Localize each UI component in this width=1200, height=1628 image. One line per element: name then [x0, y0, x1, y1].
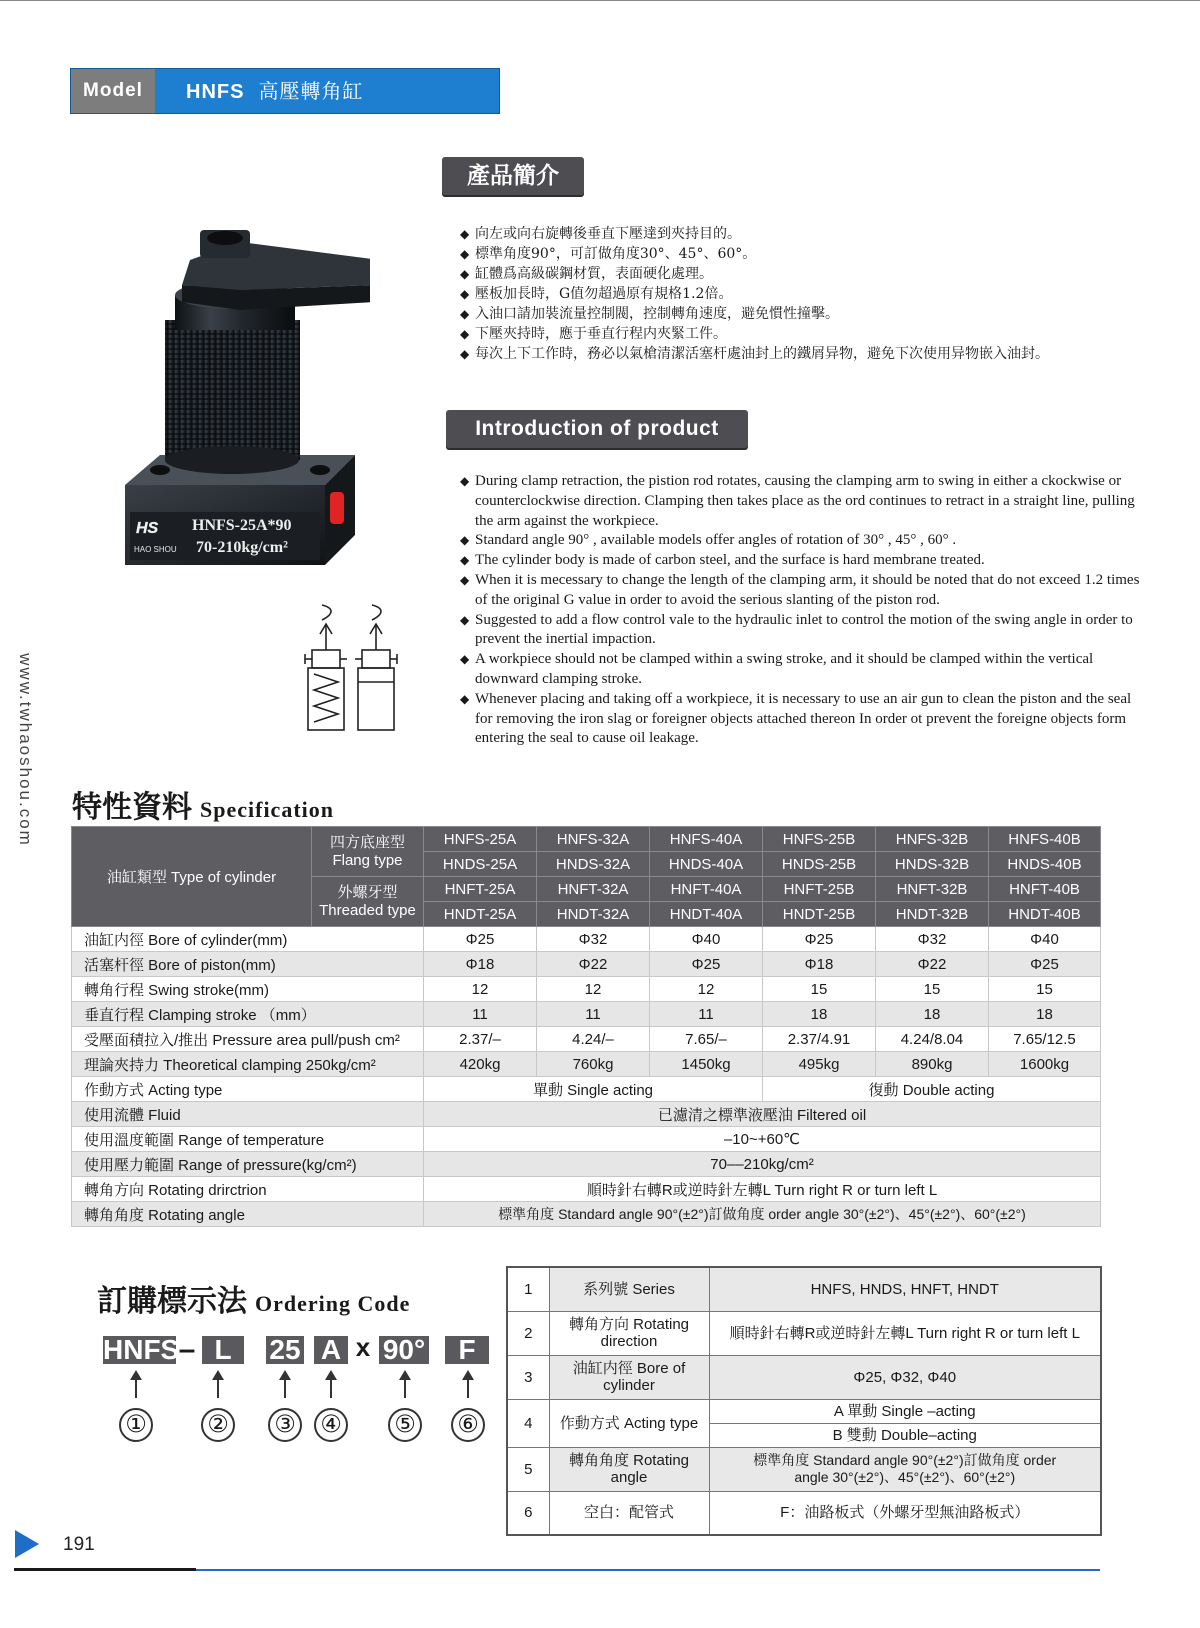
- model-cell: HNDS-25B: [763, 852, 876, 877]
- spec-cell: Φ18: [424, 952, 537, 977]
- spec-row: [72, 1177, 1101, 1202]
- spec-cell: Φ25: [424, 927, 537, 952]
- ordering-row-number: 3: [507, 1355, 549, 1399]
- ordering-row-label: 油缸内徑 Bore of cylinder: [549, 1355, 709, 1399]
- model-cell: HNFS-40B: [989, 827, 1101, 852]
- intro-en-bullet: ◆ Standard angle 90° , available models offer angles of rotation of 30° , 45° , 60° .: [460, 531, 1140, 551]
- spec-row-label: 使用流體 Fluid: [72, 1102, 424, 1127]
- spec-row: [72, 952, 1101, 977]
- ordering-row-label: 轉角方向 Rotating direction: [549, 1311, 709, 1355]
- code-number: ⑤: [388, 1408, 422, 1442]
- spec-row: [72, 1027, 1101, 1052]
- code-number: ⑥: [451, 1408, 485, 1442]
- ordering-row-value: B 雙動 Double–acting: [709, 1423, 1101, 1447]
- intro-en-bullet: ◆ Whenever placing and taking off a workpiece, it is necessary to use an air gun to clean the piston and the seal for removing the iron slag or foreigner objects attached thereon In order ot prevent the foreigne objects form entering the seal to cause oil leakage.: [460, 690, 1140, 749]
- model-cell: HNDS-32A: [537, 852, 650, 877]
- spec-cell: Φ18: [763, 952, 876, 977]
- model-cell: HNFT-40B: [989, 877, 1101, 902]
- spec-cell: Φ40: [650, 927, 763, 952]
- intro-en-bullet: ◆ Suggested to add a flow control vale to the hydraulic inlet to control the motion of the swing angle in order to prevent the inertial impaction.: [460, 611, 1140, 651]
- intro-en-bullet: ◆ A workpiece should not be clamped within a swing stroke, and it should be clamped within the vertical downward clamping stroke.: [460, 650, 1140, 690]
- spec-cell: 12: [424, 977, 537, 1002]
- pointer-line: [330, 1378, 332, 1398]
- model-title: [186, 69, 363, 113]
- product-image: [120, 230, 370, 570]
- ordering-heading-cn: 訂購標示法: [97, 1284, 247, 1319]
- pointer-line: [135, 1378, 137, 1398]
- spec-row: [72, 1152, 1101, 1177]
- spec-cell: 12: [650, 977, 763, 1002]
- intro-cn-bullet: ◆ 每次上下工作時，務必以氣槍清潔活塞杆處油封上的鐵屑异物，避免下次使用异物嵌入油封。: [460, 344, 1160, 364]
- ordering-row-value: HNFS, HNDS, HNFT, HNDT: [709, 1267, 1101, 1311]
- spec-span-cell: 已濾清之標準液壓油 Filtered oil: [424, 1102, 1101, 1127]
- model-cell: HNDT-32B: [876, 902, 989, 927]
- ordering-row-label: 作動方式 Acting type: [549, 1399, 709, 1447]
- code-times: x: [355, 1332, 371, 1362]
- code-number: ②: [201, 1408, 235, 1442]
- label-model: HNFS-25A*90: [192, 517, 292, 534]
- intro-cn-title: 產品簡介: [442, 157, 584, 195]
- spec-table: [71, 826, 1101, 1227]
- spec-row: [72, 977, 1101, 1002]
- spec-cell: Φ25: [989, 952, 1101, 977]
- model-cell: HNFT-32A: [537, 877, 650, 902]
- acting-double: 復動 Double acting: [763, 1077, 1101, 1102]
- spec-cell: 15: [763, 977, 876, 1002]
- spec-cell: 760kg: [537, 1052, 650, 1077]
- ordering-row-value: 標準角度 Standard angle 90°(±2°)訂做角度 order angle 30°(±2°)、45°(±2°)、60°(±2°): [709, 1447, 1101, 1491]
- thread-label: 外螺牙型 Threaded type: [312, 877, 424, 927]
- intro-cn-bullet: ◆ 缸體爲高級碳鋼材質，表面硬化處理。: [460, 264, 1160, 284]
- spec-row-label: 受壓面積拉入/推出 Pressure area pull/push cm²: [72, 1027, 424, 1052]
- brand-logo: HS: [136, 520, 159, 537]
- top-rule: [0, 0, 1200, 1]
- ordering-row-value: Φ25, Φ32, Φ40: [709, 1355, 1101, 1399]
- ordering-row-number: 5: [507, 1447, 549, 1491]
- spec-row-label: 理論夾持力 Theoretical clamping 250kg/cm²: [72, 1052, 424, 1077]
- spec-cell: 2.37/–: [424, 1027, 537, 1052]
- spec-span-cell: 標準角度 Standard angle 90°(±2°)訂做角度 order angle 30°(±2°)、45°(±2°)、60°(±2°): [424, 1202, 1101, 1227]
- code-part-piping: F: [445, 1336, 489, 1364]
- spec-cell: 1600kg: [989, 1052, 1101, 1077]
- spec-cell: 12: [537, 977, 650, 1002]
- spec-cell: 18: [989, 1002, 1101, 1027]
- spec-cell: 11: [650, 1002, 763, 1027]
- model-name: HNFS: [186, 81, 245, 103]
- spec-row-label: 油缸内徑 Bore of cylinder(mm): [72, 927, 424, 952]
- spec-row-label: 轉角角度 Rotating angle: [72, 1202, 424, 1227]
- spec-heading: [72, 782, 334, 826]
- spec-cell: 7.65/–: [650, 1027, 763, 1052]
- spec-row-label: 轉角方向 Rotating drirctrion: [72, 1177, 424, 1202]
- model-cell: HNDS-40B: [989, 852, 1101, 877]
- spec-cell: 7.65/12.5: [989, 1027, 1101, 1052]
- model-cell: HNDT-40A: [650, 902, 763, 927]
- spec-heading-en: Specification: [200, 797, 334, 822]
- model-cn-name: 高壓轉角缸: [258, 79, 364, 103]
- model-cell: HNDT-40B: [989, 902, 1101, 927]
- intro-en-bullet: ◆ When it is mecessary to change the length of the clamping arm, it should be noted that do not exceed 1.2 times of the original G value in order to avoid the serious slanting of the piston rod.: [460, 571, 1140, 611]
- intro-en-title: Introduction of product: [446, 410, 748, 448]
- code-part-angle: 90°: [379, 1336, 429, 1364]
- model-cell: HNFT-25A: [424, 877, 537, 902]
- ordering-row-number: 2: [507, 1311, 549, 1355]
- ordering-row-value: 順時針右轉R或逆時針左轉L Turn right R or turn left L: [709, 1311, 1101, 1355]
- ordering-row: [507, 1447, 1101, 1491]
- model-cell: HNFT-32B: [876, 877, 989, 902]
- ordering-heading: [97, 1276, 410, 1320]
- model-cell: HNDT-25B: [763, 902, 876, 927]
- spec-cell: 11: [424, 1002, 537, 1027]
- spec-cell: Φ32: [876, 927, 989, 952]
- code-part-acting: A: [314, 1336, 348, 1364]
- ordering-heading-en: Ordering Code: [255, 1291, 411, 1316]
- ordering-row-label: 系列號 Series: [549, 1267, 709, 1311]
- page-number: 191: [63, 1534, 95, 1555]
- intro-cn-bullet: ◆ 下壓夾持時，應于垂直行程内夾緊工件。: [460, 324, 1160, 344]
- spec-cell: 2.37/4.91: [763, 1027, 876, 1052]
- spec-row-label: 活塞杆徑 Bore of piston(mm): [72, 952, 424, 977]
- model-header: [70, 68, 500, 114]
- spec-row: [72, 1202, 1101, 1227]
- ordering-row: [507, 1311, 1101, 1355]
- spec-row: [72, 1052, 1101, 1077]
- spec-span-cell: –10~+60℃: [424, 1127, 1101, 1152]
- spec-row: [72, 1002, 1101, 1027]
- spec-cell: 15: [876, 977, 989, 1002]
- side-url: www.twhaoshou.com: [16, 653, 35, 847]
- code-part-bore: 25: [266, 1336, 304, 1364]
- intro-en-bullets: [460, 472, 1140, 749]
- code-number: ③: [268, 1408, 302, 1442]
- spec-cell: 1450kg: [650, 1052, 763, 1077]
- ordering-row: [507, 1399, 1101, 1423]
- spec-row: [72, 927, 1101, 952]
- spec-row-label: 使用壓力範圍 Range of pressure(kg/cm²): [72, 1152, 424, 1177]
- spec-row-label: 作動方式 Acting type: [72, 1077, 424, 1102]
- ordering-row: [507, 1355, 1101, 1399]
- label-pressure: 70-210kg/cm²: [196, 539, 288, 556]
- model-cell: HNFS-25B: [763, 827, 876, 852]
- pointer-line: [404, 1378, 406, 1398]
- footer-rule-blue: [196, 1569, 1100, 1571]
- intro-cn-bullets: [460, 224, 1160, 364]
- intro-cn-bullet: ◆ 標準角度90°，可訂做角度30°、45°、60°。: [460, 244, 1160, 264]
- spec-row-label: 垂直行程 Clamping stroke （mm）: [72, 1002, 424, 1027]
- code-number: ④: [314, 1408, 348, 1442]
- spec-cell: 18: [876, 1002, 989, 1027]
- spec-cell: Φ40: [989, 927, 1101, 952]
- model-cell: HNFT-40A: [650, 877, 763, 902]
- model-tag: Model: [71, 69, 155, 113]
- flang-label: 四方底座型 Flang type: [312, 827, 424, 877]
- footer-rule: [14, 1568, 196, 1571]
- model-cell: HNFS-32B: [876, 827, 989, 852]
- spec-cell: Φ22: [537, 952, 650, 977]
- intro-en-bullet: ◆ During clamp retraction, the pistion rod rotates, causing the clamping arm to swing in either a ckockwise or counterclockwise direction. Clamping then takes place as the ord continues to retract in a straight line, pulling the arm against the workpiece.: [460, 472, 1140, 531]
- spec-cell: 890kg: [876, 1052, 989, 1077]
- spec-row: [72, 1127, 1101, 1152]
- acting-single: 單動 Single acting: [424, 1077, 763, 1102]
- model-cell: HNFS-40A: [650, 827, 763, 852]
- intro-cn-bullet: ◆ 壓板加長時，G值勿超過原有規格1.2倍。: [460, 284, 1160, 304]
- ordering-row-label: 轉角角度 Rotating angle: [549, 1447, 709, 1491]
- spec-cell: 15: [989, 977, 1101, 1002]
- intro-cn-bullet: ◆ 向左或向右旋轉後垂直下壓達到夾持目的。: [460, 224, 1160, 244]
- spec-cell: Φ32: [537, 927, 650, 952]
- spec-cell: 18: [763, 1002, 876, 1027]
- ordering-row-label: 空白：配管式: [549, 1491, 709, 1535]
- brand-sub: HAO SHOU: [134, 545, 177, 554]
- spec-cell: 4.24/–: [537, 1027, 650, 1052]
- model-cell: HNFT-25B: [763, 877, 876, 902]
- spec-row: [72, 1077, 1101, 1102]
- pointer-line: [217, 1378, 219, 1398]
- code-dash: –: [178, 1333, 196, 1366]
- spec-heading-cn: 特性資料: [72, 790, 192, 825]
- spec-cell: 11: [537, 1002, 650, 1027]
- model-cell: HNDT-32A: [537, 902, 650, 927]
- code-number: ①: [119, 1408, 153, 1442]
- hydraulic-symbol-icon: [300, 602, 410, 737]
- spec-cell: 4.24/8.04: [876, 1027, 989, 1052]
- ordering-row: [507, 1267, 1101, 1311]
- ordering-row: [507, 1491, 1101, 1535]
- spec-row: [72, 1102, 1101, 1127]
- spec-row-label: 使用溫度範圍 Range of temperature: [72, 1127, 424, 1152]
- model-cell: HNFS-25A: [424, 827, 537, 852]
- ordering-row-number: 6: [507, 1491, 549, 1535]
- type-label: 油缸類型 Type of cylinder: [72, 827, 312, 927]
- code-part-series: HNFS: [103, 1334, 180, 1365]
- ordering-row-number: 4: [507, 1399, 549, 1447]
- ordering-row-number: 1: [507, 1267, 549, 1311]
- model-cell: HNFS-32A: [537, 827, 650, 852]
- model-cell: HNDT-25A: [424, 902, 537, 927]
- code-part-direction: L: [202, 1336, 244, 1364]
- spec-cell: 495kg: [763, 1052, 876, 1077]
- model-cell: HNDS-32B: [876, 852, 989, 877]
- model-cell: HNDS-25A: [424, 852, 537, 877]
- page-marker-icon: [15, 1530, 39, 1558]
- spec-span-cell: 70––210kg/cm²: [424, 1152, 1101, 1177]
- ordering-row-value: A 單動 Single –acting: [709, 1399, 1101, 1423]
- spec-cell: Φ22: [876, 952, 989, 977]
- spec-cell: Φ25: [650, 952, 763, 977]
- intro-en-bullet: ◆ The cylinder body is made of carbon steel, and the surface is hard membrane treated.: [460, 551, 1140, 571]
- model-cell: HNDS-40A: [650, 852, 763, 877]
- ordering-row-value: F：油路板式（外螺牙型無油路板式）: [709, 1491, 1101, 1535]
- pointer-line: [467, 1378, 469, 1398]
- spec-row-label: 轉角行程 Swing stroke(mm): [72, 977, 424, 1002]
- spec-cell: 420kg: [424, 1052, 537, 1077]
- pointer-line: [284, 1378, 286, 1398]
- spec-cell: Φ25: [763, 927, 876, 952]
- spec-span-cell: 順時針右轉R或逆時針左轉L Turn right R or turn left L: [424, 1177, 1101, 1202]
- ordering-table: [506, 1266, 1102, 1536]
- intro-cn-bullet: ◆ 入油口請加裝流量控制閥，控制轉角速度，避免慣性撞擊。: [460, 304, 1160, 324]
